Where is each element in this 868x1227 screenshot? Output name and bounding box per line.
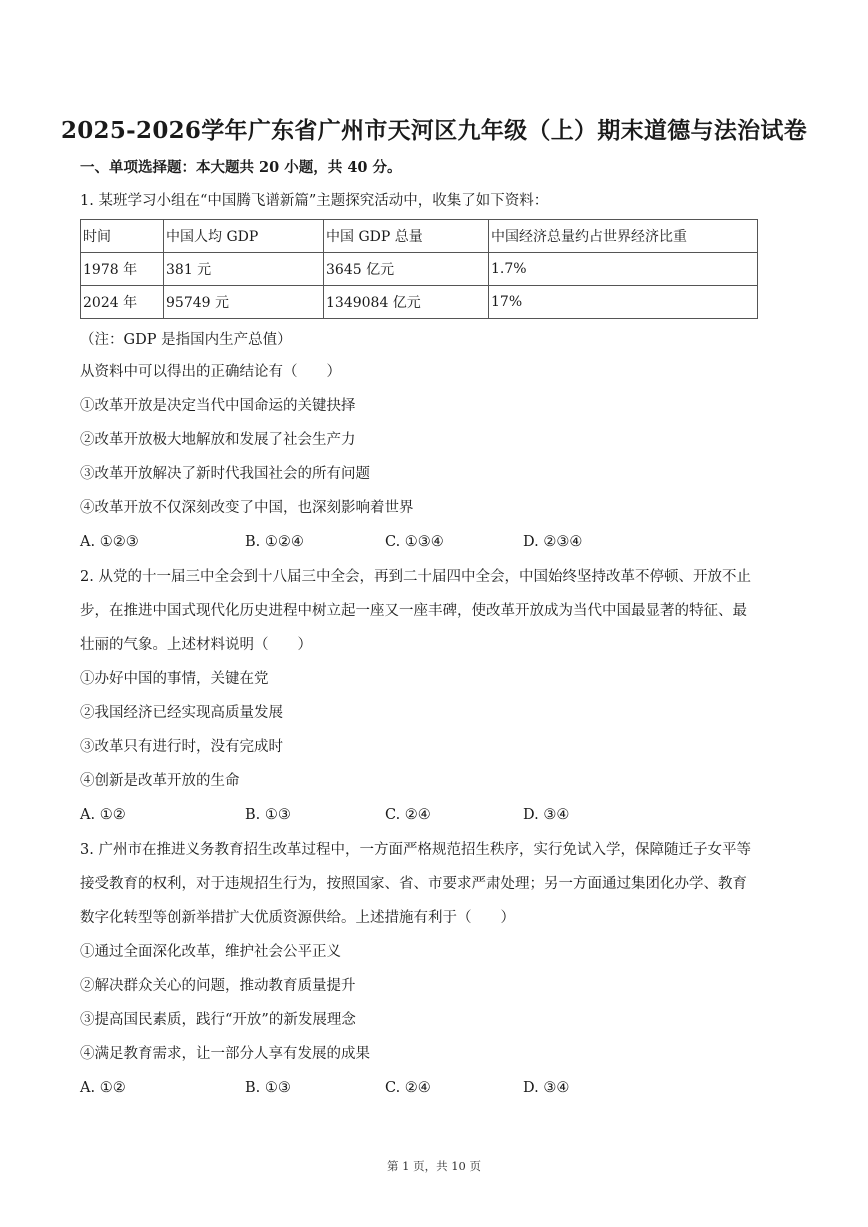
option-d[interactable]: D. ②③④ (523, 534, 583, 550)
q2-statement: ②我国经济已经实现高质量发展 (80, 705, 283, 721)
q1-question: 从资料中可以得出的正确结论有（ ） (80, 364, 341, 380)
option-a[interactable]: A. ①② (80, 807, 126, 823)
q3-stem-line: 3. 广州市在推进义务教育招生改革过程中，一方面严格规范招生秩序，实行免试入学，保障随迁子女平等 (80, 842, 751, 858)
option-c[interactable]: C. ②④ (385, 1080, 431, 1096)
exam-title: 2025-2026学年广东省广州市天河区九年级（上）期末道德与法治试卷 (60, 117, 808, 144)
table-cell: 3645 亿元 (324, 253, 489, 286)
table-header-cell: 中国 GDP 总量 (324, 220, 489, 253)
option-a[interactable]: A. ①② (80, 1080, 126, 1096)
table-cell: 1.7% (489, 253, 758, 286)
q1-statement: ④改革开放不仅深刻改变了中国，也深刻影响着世界 (80, 500, 414, 516)
q1-stem: 1. 某班学习小组在“中国腾飞谱新篇”主题探究活动中，收集了如下资料： (80, 193, 549, 209)
table-header-cell: 中国人均 GDP (164, 220, 324, 253)
option-a[interactable]: A. ①②③ (80, 534, 139, 550)
q3-statement: ③提高国民素质，践行“开放”的新发展理念 (80, 1012, 356, 1028)
q2-stem-line: 步，在推进中国式现代化历史进程中树立起一座又一座丰碑，使改革开放成为当代中国最显著的特征、最 (80, 603, 747, 619)
table-cell: 381 元 (164, 253, 324, 286)
table-header-cell: 中国经济总量约占世界经济比重 (489, 220, 758, 253)
option-b[interactable]: B. ①③ (245, 1080, 291, 1096)
q1-statement: ①改革开放是决定当代中国命运的关键抉择 (80, 398, 356, 414)
option-c[interactable]: C. ②④ (385, 807, 431, 823)
q2-stem-line: 2. 从党的十一届三中全会到十八届三中全会，再到二十届四中全会，中国始终坚持改革不停顿、开放不止 (80, 569, 751, 585)
table-row (81, 286, 758, 319)
table-header-cell: 时间 (81, 220, 164, 253)
table-header-row (81, 220, 758, 253)
q1-statement: ③改革开放解决了新时代我国社会的所有问题 (80, 466, 370, 482)
gdp-data-table (80, 219, 758, 319)
option-b[interactable]: B. ①③ (245, 807, 291, 823)
table-cell: 2024 年 (81, 286, 164, 319)
option-d[interactable]: D. ③④ (523, 1080, 570, 1096)
table-cell: 17% (489, 286, 758, 319)
option-b[interactable]: B. ①②④ (245, 534, 304, 550)
q3-stem-line: 数字化转型等创新举措扩大优质资源供给。上述措施有利于（ ） (80, 910, 515, 926)
table-row (81, 253, 758, 286)
q3-stem-line: 接受教育的权利，对于违规招生行为，按照国家、省、市要求严肃处理；另一方面通过集团化办学、教育 (80, 876, 747, 892)
table-cell: 95749 元 (164, 286, 324, 319)
section-heading: 一、单项选择题：本大题共 20 小题，共 40 分。 (80, 159, 402, 176)
q3-statement: ①通过全面深化改革，维护社会公平正义 (80, 944, 341, 960)
q2-statement: ③改革只有进行时，没有完成时 (80, 739, 283, 755)
table-cell: 1978 年 (81, 253, 164, 286)
page-number: 第 1 页，共 10 页 (386, 1159, 482, 1173)
q2-statement: ④创新是改革开放的生命 (80, 773, 240, 789)
option-c[interactable]: C. ①③④ (385, 534, 444, 550)
q3-statement: ②解决群众关心的问题，推动教育质量提升 (80, 978, 356, 994)
q1-statement: ②改革开放极大地解放和发展了社会生产力 (80, 432, 356, 448)
q2-stem-line: 壮丽的气象。上述材料说明（ ） (80, 637, 312, 653)
table-cell: 1349084 亿元 (324, 286, 489, 319)
q1-note: （注：GDP 是指国内生产总值） (80, 332, 292, 348)
q2-statement: ①办好中国的事情，关键在党 (80, 671, 269, 687)
q3-statement: ④满足教育需求，让一部分人享有发展的成果 (80, 1046, 370, 1062)
option-d[interactable]: D. ③④ (523, 807, 570, 823)
